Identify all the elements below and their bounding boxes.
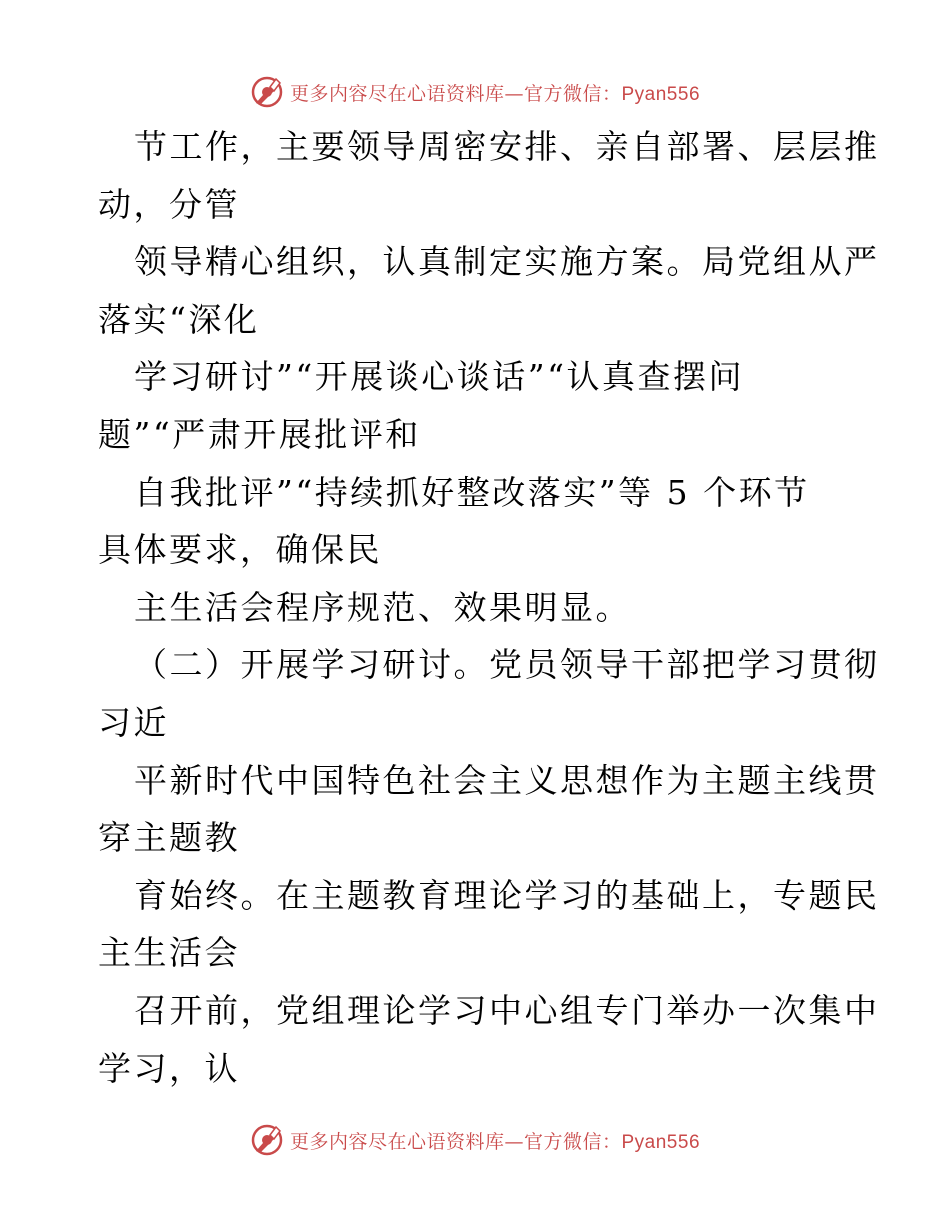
body-line: 题”“严肃开展批评和 xyxy=(98,414,421,454)
section-heading-line: （二）开展学习研讨。党员领导干部把学习贯彻 xyxy=(134,645,880,685)
watermark-wechat-id: Pyan556 xyxy=(621,83,701,105)
body-line: 节工作，主要领导周密安排、亲自部署、层层推 xyxy=(134,127,880,166)
body-line: 落实“深化 xyxy=(98,299,260,339)
body-line: 育始终。在主题教育理论学习的基础上，专题民 xyxy=(134,875,880,915)
body-line: 自我批评”“持续抓好整改落实”等 5 个环节 xyxy=(134,472,810,512)
body-line: 习近 xyxy=(98,702,169,742)
pen-nib-circle-logo xyxy=(250,75,284,109)
watermark-group xyxy=(250,1123,700,1157)
body-line: 领导精心组织，认真制定实施方案。局党组从严 xyxy=(134,242,880,282)
watermark-group xyxy=(250,75,700,109)
body-line: 穿主题教 xyxy=(98,818,240,858)
body-line: 学习研讨”“开展谈心谈话”“认真查摆问 xyxy=(134,357,744,397)
watermark-text: 更多内容尽在心语资料库—官方微信：Pyan556 xyxy=(289,82,701,105)
body-line: 具体要求，确保民 xyxy=(98,530,382,570)
body-line: 主生活会 xyxy=(98,933,240,973)
body-line: 动，分管 xyxy=(98,184,240,224)
body-line: 召开前，党组理论学习中心组专门举办一次集中 xyxy=(134,990,880,1030)
document-body xyxy=(98,118,880,1097)
body-line: 平新时代中国特色社会主义思想作为主题主线贯 xyxy=(134,760,880,800)
body-line: 学习，认 xyxy=(98,1048,240,1088)
footer-watermark xyxy=(0,1120,950,1160)
pen-nib-circle-logo xyxy=(250,1123,284,1157)
watermark-wechat-id: Pyan556 xyxy=(621,1131,701,1153)
header-watermark xyxy=(0,72,950,112)
watermark-text: 更多内容尽在心语资料库—官方微信：Pyan556 xyxy=(289,1130,701,1153)
body-line: 主生活会程序规范、效果明显。 xyxy=(134,587,631,627)
